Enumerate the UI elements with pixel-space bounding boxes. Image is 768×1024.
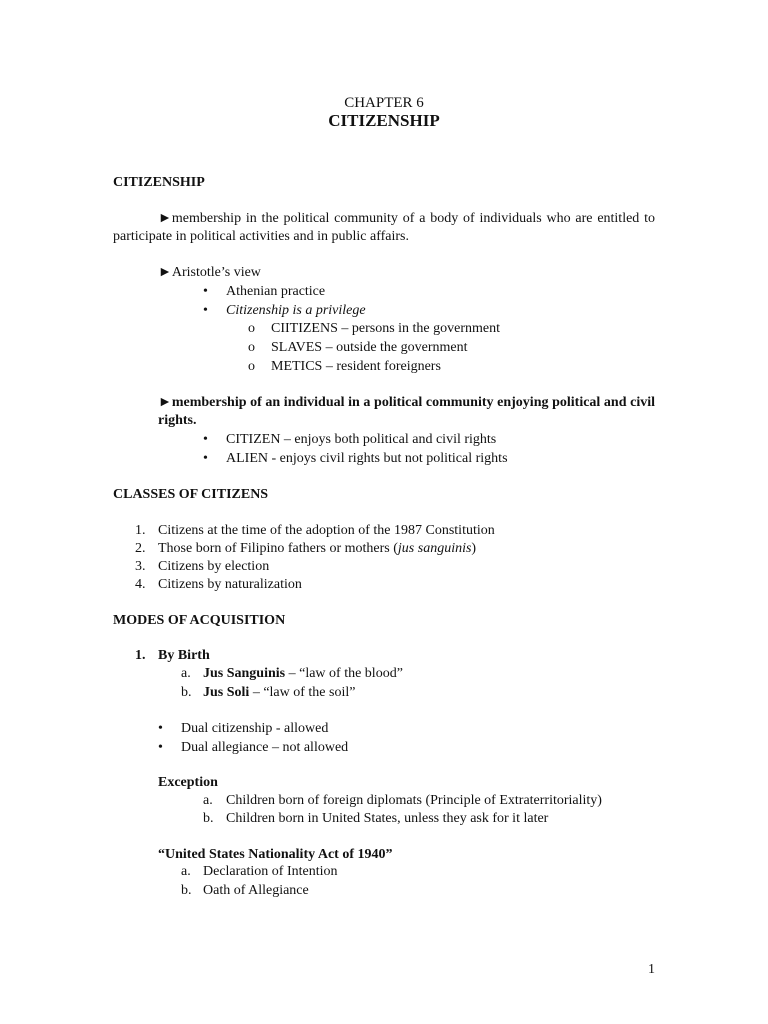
section-heading-citizenship: CITIZENSHIP xyxy=(113,175,205,190)
circle-bullet-icon: o xyxy=(248,321,255,336)
bullet-icon: • xyxy=(203,451,208,466)
list-item: ALIEN - enjoys civil rights but not political rights xyxy=(226,451,508,466)
athenian-practice: Athenian practice xyxy=(226,284,326,299)
definition-paragraph-2: ►membership of an individual in a political community enjoying political and civil rights. xyxy=(158,395,655,428)
aristotle-view-label: ►Aristotle’s view xyxy=(158,265,261,280)
list-item: Citizens by election xyxy=(158,559,270,574)
bullet-icon: • xyxy=(203,284,208,299)
list-item: CITIZEN – enjoys both political and civil rights xyxy=(226,432,497,447)
jus-soli-meaning: – “law of the soil” xyxy=(249,685,356,700)
bullet-icon: • xyxy=(203,432,208,447)
list-item: Children born in United States, unless they ask for it later xyxy=(226,811,549,826)
list-item xyxy=(203,665,403,683)
list-item: Oath of Allegiance xyxy=(203,883,309,898)
list-item: SLAVES – outside the government xyxy=(271,340,468,355)
list-item-text: Those born of Filipino fathers or mothers ( xyxy=(158,541,398,556)
list-item: Citizens by naturalization xyxy=(158,577,302,592)
list-letter: b. xyxy=(181,883,192,898)
list-item: Declaration of Intention xyxy=(203,864,338,879)
list-letter: a. xyxy=(181,864,191,879)
us-nationality-act-label: “United States Nationality Act of 1940” xyxy=(158,847,393,862)
list-number: 1. xyxy=(135,523,146,538)
list-number: 2. xyxy=(135,541,146,556)
list-item: Citizens at the time of the adoption of the 1987 Constitution xyxy=(158,523,495,538)
list-item xyxy=(203,684,355,702)
chapter-label: CHAPTER 6 xyxy=(344,95,424,111)
exception-label: Exception xyxy=(158,775,218,790)
by-birth-label: By Birth xyxy=(158,648,210,663)
privilege-statement: Citizenship is a privilege xyxy=(226,303,366,318)
list-item: METICS – resident foreigners xyxy=(271,359,441,374)
list-item xyxy=(158,540,476,558)
bullet-icon: • xyxy=(158,721,163,736)
jus-sanguinis-meaning: – “law of the blood” xyxy=(285,666,403,681)
list-item: Children born of foreign diplomats (Principle of Extraterritoriality) xyxy=(226,793,602,808)
section-heading-modes: MODES OF ACQUISITION xyxy=(113,613,286,628)
page-number: 1 xyxy=(648,962,655,977)
definition-paragraph-1: ►membership in the political community of a body of individuals who are entitled to participate in political activities and in public affairs. xyxy=(113,211,655,244)
jus-soli-label: Jus Soli xyxy=(203,685,250,700)
list-letter: a. xyxy=(181,666,191,681)
list-item: Dual citizenship - allowed xyxy=(181,721,329,736)
list-letter: b. xyxy=(181,685,192,700)
list-number: 3. xyxy=(135,559,146,574)
list-item: CIITIZENS – persons in the government xyxy=(271,321,501,336)
list-number: 1. xyxy=(135,648,146,663)
list-item: Dual allegiance – not allowed xyxy=(181,740,349,755)
page-title: CITIZENSHIP xyxy=(328,111,440,130)
list-number: 4. xyxy=(135,577,146,592)
section-heading-classes: CLASSES OF CITIZENS xyxy=(113,487,269,502)
list-letter: a. xyxy=(203,793,213,808)
circle-bullet-icon: o xyxy=(248,340,255,355)
bullet-icon: • xyxy=(158,740,163,755)
bullet-icon: • xyxy=(203,303,208,318)
list-letter: b. xyxy=(203,811,214,826)
circle-bullet-icon: o xyxy=(248,359,255,374)
closing-paren: ) xyxy=(471,541,477,556)
jus-sanguinis-term: jus sanguinis xyxy=(397,541,472,556)
jus-sanguinis-label: Jus Sanguinis xyxy=(203,666,286,681)
